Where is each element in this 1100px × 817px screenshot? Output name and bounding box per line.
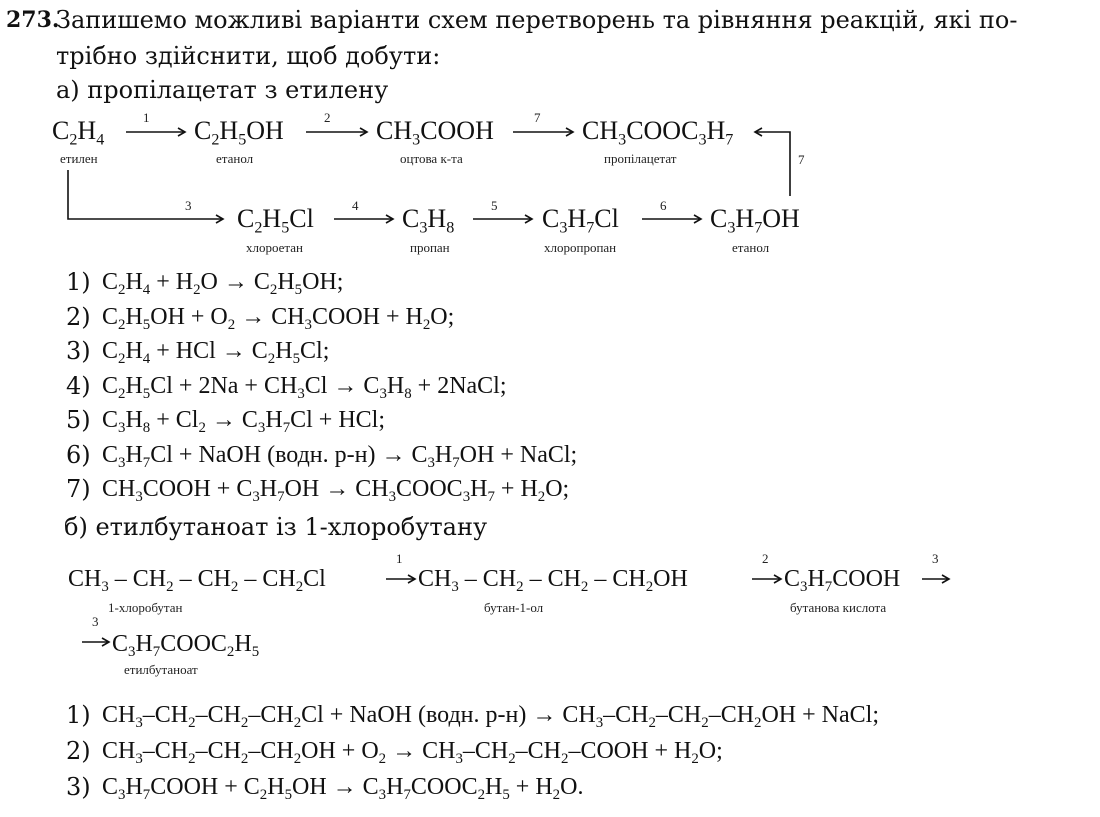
equation-line: $C_2H_5Cl + 2Na + CH_3Cl \to C_3H_8$ + 2NaCl;	[102, 372, 507, 402]
equation-number: 1)	[66, 268, 91, 296]
equation-number: 1)	[66, 701, 91, 729]
equation-line: $CH_3-CH_2-CH_2-CH_2OH + O_2$ → $CH_3-CH_2-CH_2$–COOH + $H_2O$;	[102, 738, 723, 768]
formula-butanoic-acid: $C_3H_7COOH$	[784, 566, 901, 596]
name-chloroethane: хлороетан	[246, 240, 303, 255]
formula-propane: $C_3H_8$	[402, 204, 455, 237]
name-ethanol-2: етанол	[732, 240, 770, 255]
name-ethylene: етилен	[60, 151, 98, 166]
arrow-label-5: 5	[491, 198, 498, 213]
equation-line: $CH_3-CH_2-CH_2-CH_2Cl$ + NaOH (водн. $р-н) \to CH_3-CH_2-CH_2-CH_2OH$ + NaCl;	[102, 702, 879, 732]
arrow-label-2: 2	[324, 110, 331, 125]
equation-line: $C_2H_4$ + HCl → $C_2H_5Cl$;	[102, 338, 330, 368]
equation-number: 5)	[66, 406, 91, 434]
name-propane: пропан	[410, 240, 450, 255]
part-a-heading: а) пропілацетат з етилену	[56, 76, 389, 104]
arrow-label-7: 7	[534, 110, 541, 125]
equation-line: $C_3H_7COOH + C_2H_5OH$ → $C_3H_7COOC_2H_5 + H_2O$.	[102, 774, 584, 804]
equation-number: 3)	[66, 337, 91, 365]
name-butanoic-acid: бутанова кислота	[790, 600, 887, 615]
arrow-label-b3: 3	[932, 551, 939, 566]
arrow-label-b2: 2	[762, 551, 769, 566]
arrow-label-7-vertical: 7	[798, 152, 805, 167]
formula-ethyl-butanoate: $C_3H_7COOC_2H_5$	[112, 631, 260, 661]
equation-line: $C_2H_4 + H_2O \to C_2H_5OH$;	[102, 269, 344, 299]
equation-number: 2)	[66, 737, 91, 765]
formula-1-chlorobutane: $CH_3 - CH_2 - CH_2 - CH_2Cl$	[68, 566, 326, 596]
formula-ethylene: $C_2H_4$	[52, 116, 105, 149]
arrow-label-1: 1	[143, 110, 150, 125]
formula-propyl-acetate: $CH_3COOC_3H_7$	[582, 116, 734, 149]
equation-line: $C_3H_7Cl$ + NaOH (водн. $р-н) \to C_3H_7OH$ + NaCl;	[102, 441, 578, 471]
formula-acetic-acid: $CH_3COOH$	[376, 116, 494, 149]
part-b-heading: б) етилбутаноат із 1-хлоробутану	[64, 513, 488, 541]
name-propyl-acetate: пропілацетат	[604, 151, 677, 166]
name-acetic-acid: оцтова к-та	[400, 151, 463, 166]
arrow-label-b1: 1	[396, 551, 403, 566]
arrow-label-4: 4	[352, 198, 359, 213]
name-ethyl-butanoate: етилбутаноат	[124, 662, 198, 677]
formula-propanol: $C_3H_7OH$	[710, 204, 800, 237]
equation-line: $C_2H_5OH + O_2$ → $CH_3COOH + H_2O$;	[102, 303, 455, 333]
equation-number: 4)	[66, 371, 91, 400]
equation-number: 7)	[66, 475, 91, 503]
equation-number: 2)	[66, 302, 91, 331]
equation-line: $CH_3COOH + C_3H_7OH$ → $CH_3COOC_3H_7 + H_2O$;	[102, 476, 570, 506]
problem-text-line-1: Запишемо можливі варіанти схем перетворень та рівняння реакцій, які по-	[56, 6, 1018, 34]
equation-number: 3)	[66, 773, 91, 801]
arrow-label-6: 6	[660, 198, 667, 213]
equation-line: $C_3H_8 + Cl_2 \to C_3H_7Cl$ + HCl;	[102, 407, 386, 437]
name-ethanol: етанол	[216, 151, 254, 166]
problem-text-line-2: трібно здійснити, щоб добути:	[56, 42, 441, 70]
equation-number: 6)	[66, 440, 91, 469]
name-butan-1-ol: бутан-1-ол	[484, 600, 544, 615]
formula-butan-1-ol: $CH_3 - CH_2 - CH_2 - CH_2OH$	[418, 566, 688, 596]
formula-chloroethane: $C_2H_5Cl$	[237, 204, 314, 237]
arrow-label-b3-continued: 3	[92, 614, 99, 629]
formula-chloropropane: $C_3H_7Cl$	[542, 204, 619, 237]
formula-ethanol: $C_2H_5OH$	[194, 116, 284, 149]
name-1-chlorobutane: 1-хлоробутан	[108, 600, 183, 615]
arrow-label-3: 3	[185, 198, 192, 213]
problem-number: 273.	[6, 7, 60, 33]
name-chloropropane: хлоропропан	[544, 240, 617, 255]
